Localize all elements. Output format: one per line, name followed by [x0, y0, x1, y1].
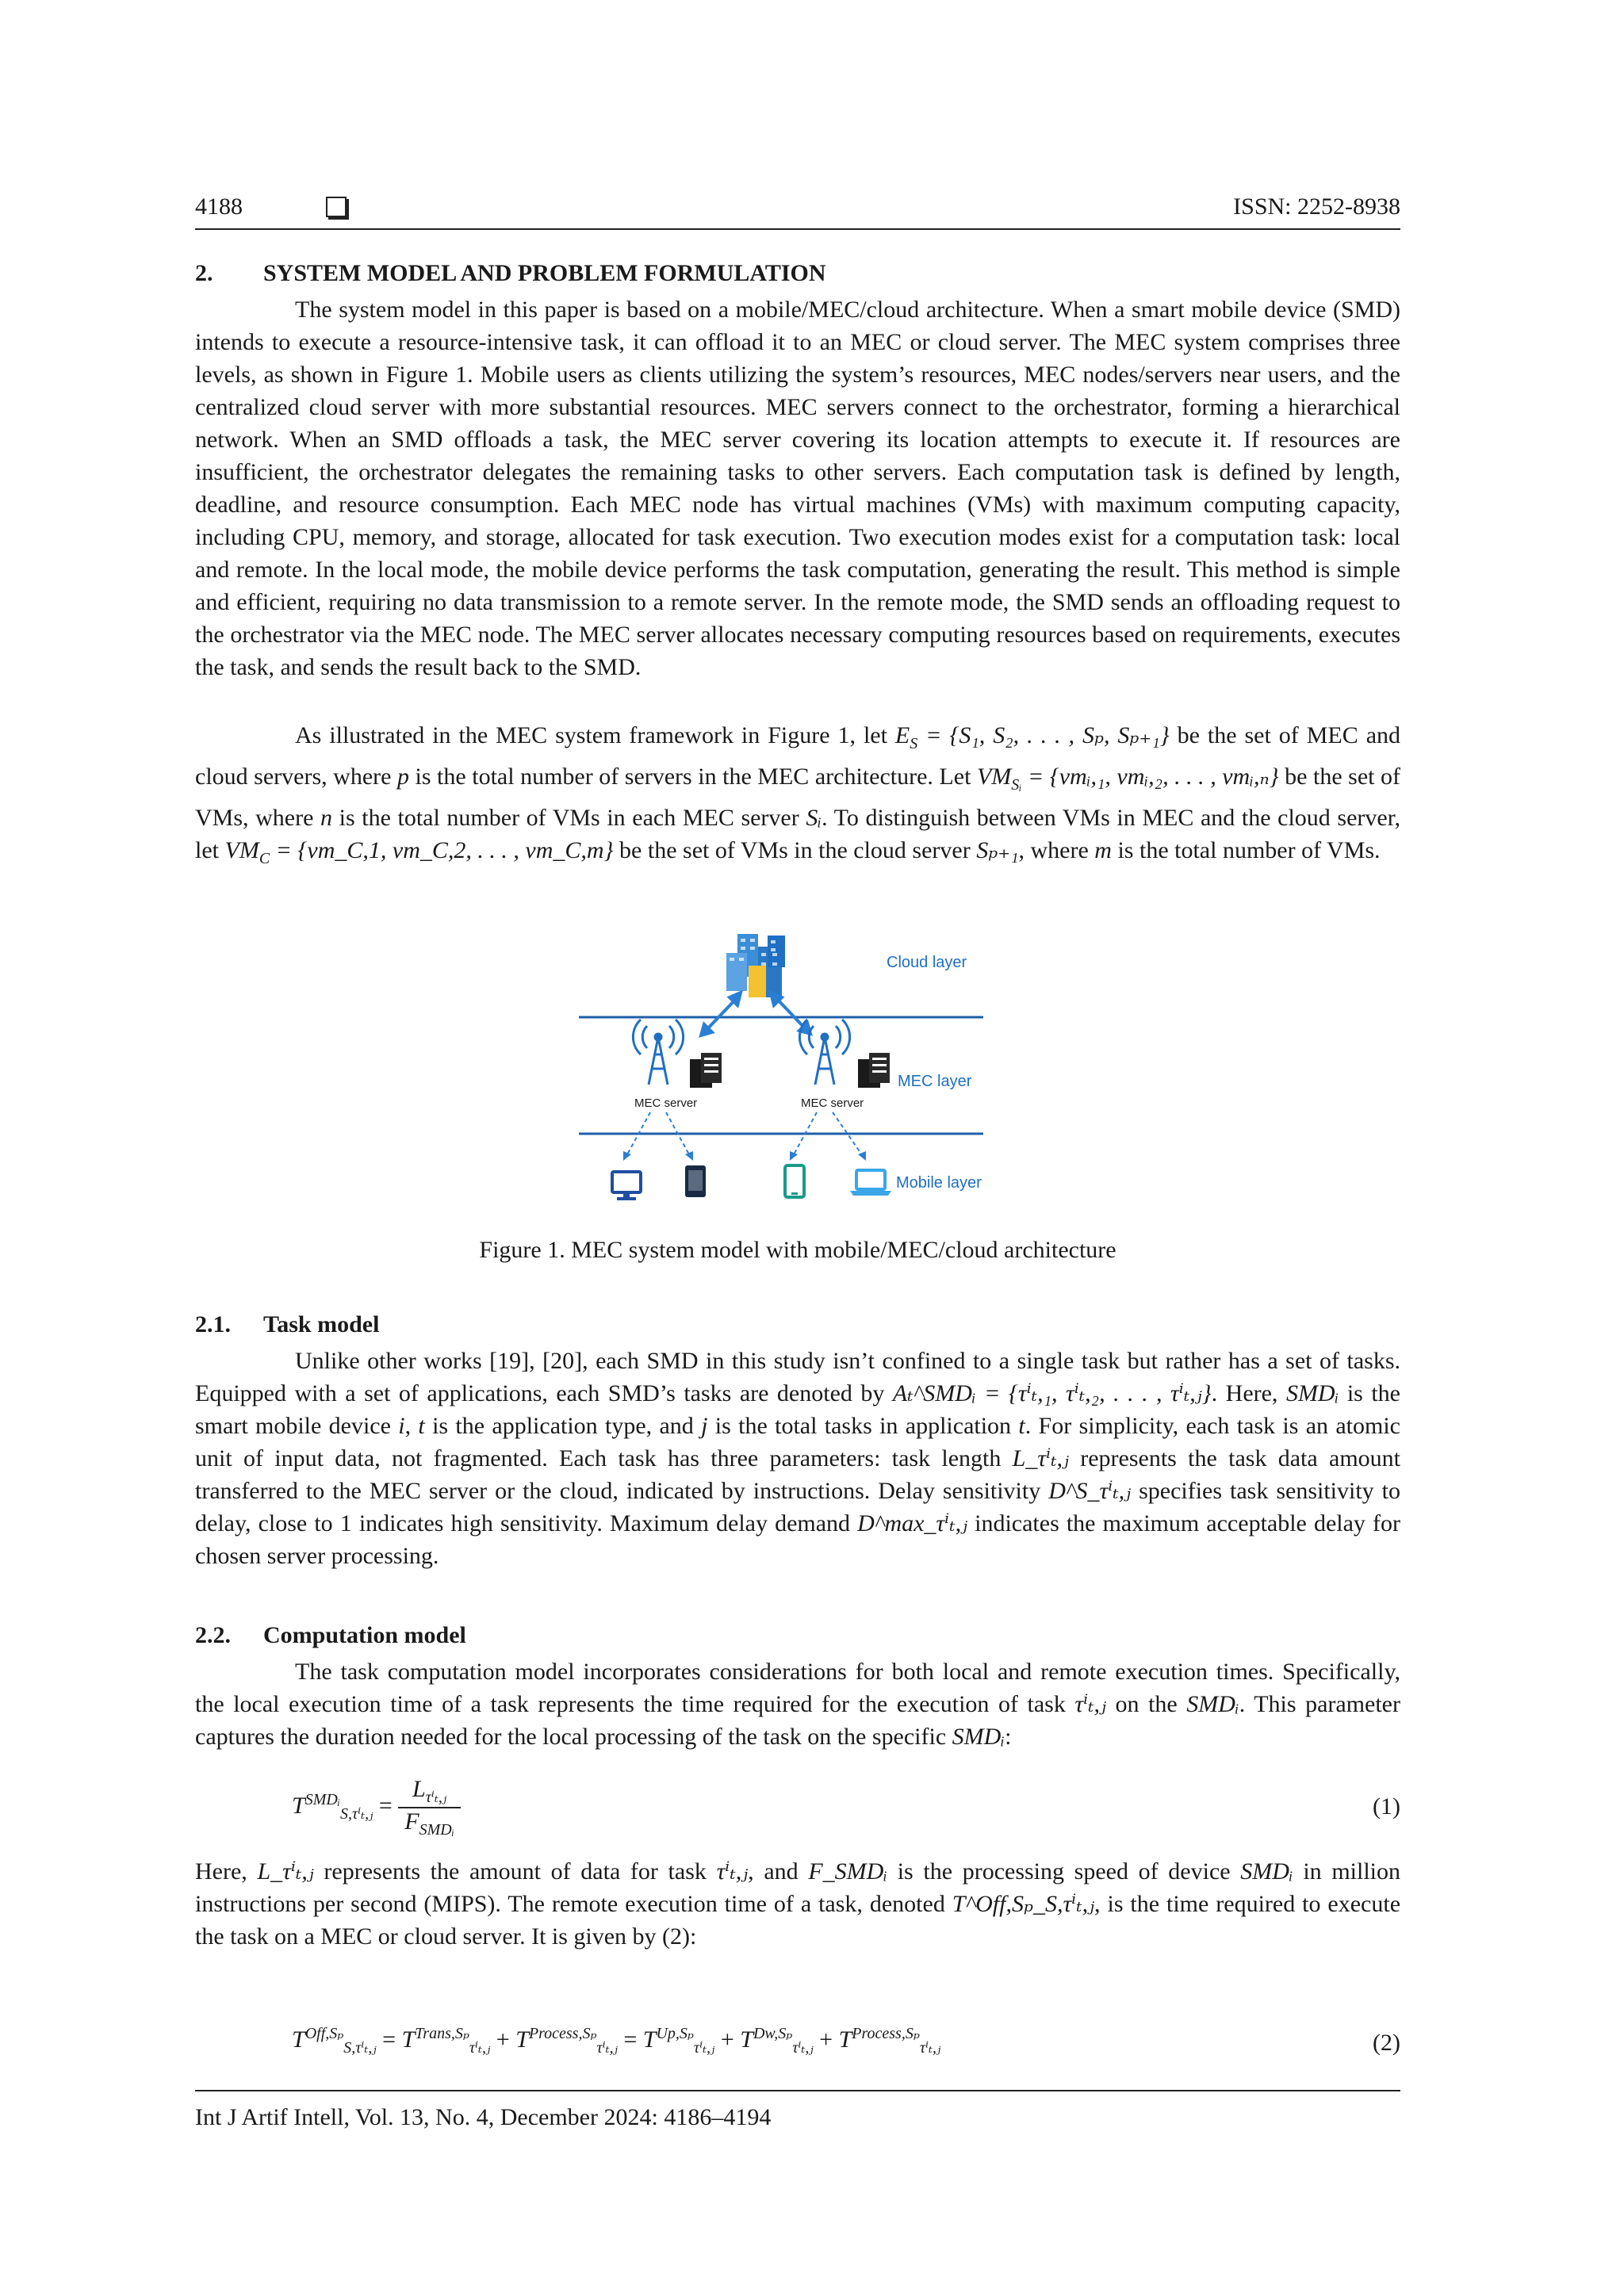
server-icon	[690, 1053, 722, 1088]
paragraph-1: The system model in this paper is based on a mobile/MEC/cloud architecture. When a smart mobile device (SMD) intends to execute a resource-intensive task, it can offload it to an MEC or cloud server. The MEC system comprises three levels, as shown in Figure 1. Mobile users as clients utilizing the system’s resources, MEC nodes/servers near users, and the centralized cloud server with more substantial resources. MEC servers connect to the orchestrator, forming a hierarchical network. When an SMD offloads a task, the MEC server covering its location attempts to execute it. If resources are insufficient, the orchestrator delegates the remaining tasks to other servers. Each computation task is defined by length, deadline, and resource consumption. Each MEC node has virtual machines (VMs) with maximum computing capacity, including CPU, memory, and storage, allocated for task execution. Two execution modes exist for a computation task: local and remote. In the local mode, the mobile device performs the task computation, generating the result. This method is simple and efficient, requiring no data transmission to a remote server. In the remote mode, the SMD sends an offloading request to the orchestrator via the MEC node. The MEC server allocates necessary computing resources based on requirements, executes the task, and sends the result back to the SMD.	[195, 297, 1400, 680]
equation-2: $T^{Off,S_p}_{S,\tau^i_t,ⱼ} = T^{Trans,S_p}_{\tau^i_t,ⱼ} + T^{Process,S_p}_{\tau^i_t,ⱼ} = T^{Up,S_p}_{\tau^i_t,ⱼ} + T^{Dw,S_p}_{\tau^i_t,ⱼ} + T^{Process,S_p}_{\tau^i_t,ⱼ}$ (2)	[292, 2025, 1400, 2057]
figure-caption: Figure 1. MEC system model with mobile/MEC/cloud architecture	[479, 1237, 1116, 1263]
paragraph-5: Here, L_τⁱₜ,ⱼ represents the amount of data for task τⁱₜ,ⱼ, and F_SMDᵢ is the processing speed of device SMDᵢ in million instructions per second (MIPS). The remote execution time of a task, denoted T^Off,Sₚ_S,τⁱₜ,ⱼ, is the time required to execute the task on a MEC or cloud server. It is given by (2):	[195, 1858, 1401, 1950]
server-icon	[858, 1053, 890, 1088]
section-heading-2-1: 2.1. Task model	[195, 1311, 380, 1337]
page-number: 4188	[195, 193, 243, 220]
paragraph-4: The task computation model incorporates considerations for both local and remote execution times. Specifically, the local execution time of a task represents the time required for the execution of task τⁱₜ,ⱼ on the SMDᵢ. This parameter captures the duration needed for the local processing of the task on the specific SMDᵢ:	[195, 1659, 1400, 1750]
cloud-layer-label: Cloud layer	[887, 954, 967, 971]
paragraph-2: As illustrated in the MEC system framework in Figure 1, let $E_S = \{S_1$, S₂, . . . , Sₚ, Sₚ₊₁} be the set of MEC and cloud servers, where p is the total number of servers in the MEC architecture. Let $VM_{Sᵢ}$ = {vmᵢ,₁, vmᵢ,₂, . . . , vmᵢ,ₙ} be the set of VMs, where n is the total number of VMs in each MEC server Sᵢ. To distinguish between VMs in MEC and the cloud server, let $VM_C$ = {vm_C,1, vm_C,2, . . . , vm_C,m} be the set of VMs in the cloud server Sₚ₊₁, where m is the total number of VMs.	[195, 722, 1401, 867]
desktop-icon	[612, 1172, 641, 1200]
mec-server-label-1: MEC server	[634, 1096, 698, 1110]
mec-layer-label: MEC layer	[898, 1073, 972, 1090]
mobile-layer-label: Mobile layer	[896, 1174, 982, 1192]
mec-architecture-figure	[571, 918, 1205, 1211]
fraction: $\frac{L_{\tau^i_t,ⱼ}}{F_{SMDᵢ}}$	[398, 1776, 461, 1839]
square-icon	[326, 197, 347, 217]
paragraph-3: Unlike other works [19], [20], each SMD in this study isn’t confined to a single task but rather has a set of tasks. Equipped with a set of applications, each SMD’s tasks are denoted by Aₜ^SMDᵢ = {τⁱₜ,₁, τⁱₜ,₂, . . . , τⁱₜ,ⱼ}. Here, SMDᵢ is the smart mobile device i, t is the application type, and j is the total tasks in application t. For simplicity, each task is an atomic unit of input data, not fragmented. Each task has three parameters: task length L_τⁱₜ,ⱼ represents the task data amount transferred to the MEC server or the cloud, indicated by instructions. Delay sensitivity D^S_τⁱₜ,ⱼ specifies task sensitivity to delay, close to 1 indicates high sensitivity. Maximum delay demand D^max_τⁱₜ,ⱼ indicates the maximum acceptable delay for chosen server processing.	[195, 1348, 1400, 1569]
equation-number: (2)	[1373, 2030, 1400, 2056]
mec-server-label-2: MEC server	[801, 1096, 864, 1110]
issn: ISSN: 2252-8938	[1233, 193, 1400, 220]
equation-1: $T^{SMDᵢ}_{S,\tau^i_t,ⱼ}$ = $\frac{L_{\tau^i_t,ⱼ}}{F_{SMDᵢ}}$ (1)	[292, 1776, 1400, 1839]
section-heading-2: 2. SYSTEM MODEL AND PROBLEM FORMULATION	[195, 260, 826, 286]
smartphone-icon	[785, 1165, 804, 1197]
cloud-datacenter-icon	[726, 934, 785, 997]
page-footer: Int J Artif Intell, Vol. 13, No. 4, December 2024: 4186–4194	[195, 2090, 1400, 2131]
page-header	[195, 193, 1400, 230]
antenna-tower-icon	[633, 1020, 683, 1085]
equation-number: (1)	[1373, 1793, 1400, 1820]
tablet-icon	[685, 1165, 706, 1197]
section-heading-2-2: 2.2. Computation model	[195, 1622, 466, 1648]
cloud-mec-arrows	[701, 993, 810, 1035]
laptop-icon	[850, 1170, 891, 1196]
